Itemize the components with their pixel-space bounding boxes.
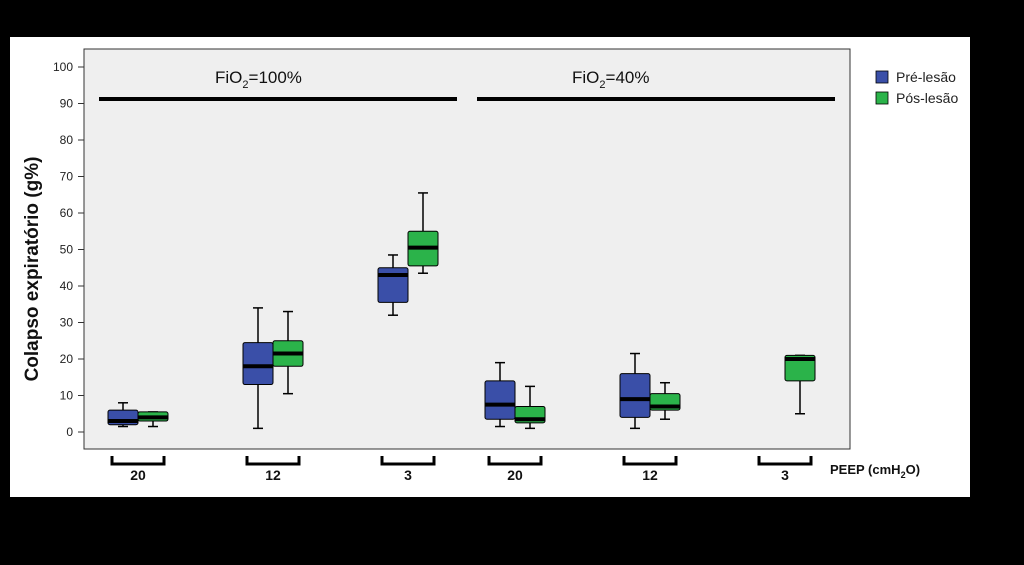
figure-panel bbox=[10, 37, 970, 497]
group-title-1: FiO$_2$=100% bbox=[215, 68, 302, 91]
legend-label-pre: Pré-lesão bbox=[896, 69, 956, 85]
category-label: 3 bbox=[404, 467, 412, 483]
y-tick-label: 70 bbox=[59, 169, 73, 184]
y-tick-label: 10 bbox=[59, 388, 73, 403]
y-tick-label: 90 bbox=[59, 96, 73, 111]
y-tick-label: 0 bbox=[66, 425, 73, 439]
category-label: 12 bbox=[265, 467, 281, 483]
category-label: 20 bbox=[130, 467, 146, 483]
box-body bbox=[485, 381, 515, 419]
y-tick-label: 30 bbox=[59, 315, 73, 330]
y-axis-title: Colapso expiratório (g%) bbox=[22, 156, 43, 382]
legend bbox=[876, 69, 958, 106]
y-tick-label: 100 bbox=[52, 60, 73, 74]
plot-area bbox=[84, 49, 850, 449]
category-label: 3 bbox=[781, 467, 789, 483]
box-body bbox=[243, 343, 273, 385]
y-axis bbox=[53, 60, 84, 439]
y-tick-label: 40 bbox=[59, 279, 73, 293]
category-bracket-5 bbox=[759, 456, 811, 483]
category-bracket-line bbox=[489, 456, 541, 464]
legend-swatch-pre bbox=[876, 71, 888, 83]
category-bracket-4 bbox=[624, 456, 676, 483]
y-tick-label: 20 bbox=[59, 352, 73, 366]
box-body bbox=[378, 268, 408, 303]
boxplot-chart bbox=[10, 37, 970, 497]
legend-label-pos: Pós-lesão bbox=[896, 90, 959, 106]
legend-swatch-pos bbox=[876, 92, 888, 104]
peep-axis-label: PEEP (cmH$_2$O) bbox=[830, 462, 921, 480]
category-bracket-1 bbox=[247, 456, 299, 483]
y-tick-label: 80 bbox=[59, 133, 73, 147]
y-tick-label: 50 bbox=[59, 242, 73, 257]
category-bracket-line bbox=[759, 456, 811, 464]
category-bracket-3 bbox=[489, 456, 541, 483]
group-title-2: FiO$_2$=40% bbox=[572, 68, 650, 91]
y-tick-label: 60 bbox=[59, 206, 73, 220]
category-label: 12 bbox=[642, 467, 658, 483]
box-body bbox=[620, 374, 650, 418]
category-bracket-line bbox=[247, 456, 299, 464]
category-bracket-line bbox=[624, 456, 676, 464]
category-bracket-0 bbox=[112, 456, 164, 483]
category-bracket-2 bbox=[382, 456, 434, 483]
category-bracket-line bbox=[382, 456, 434, 464]
x-axis-categories bbox=[112, 456, 811, 483]
category-bracket-line bbox=[112, 456, 164, 464]
category-label: 20 bbox=[507, 467, 523, 483]
